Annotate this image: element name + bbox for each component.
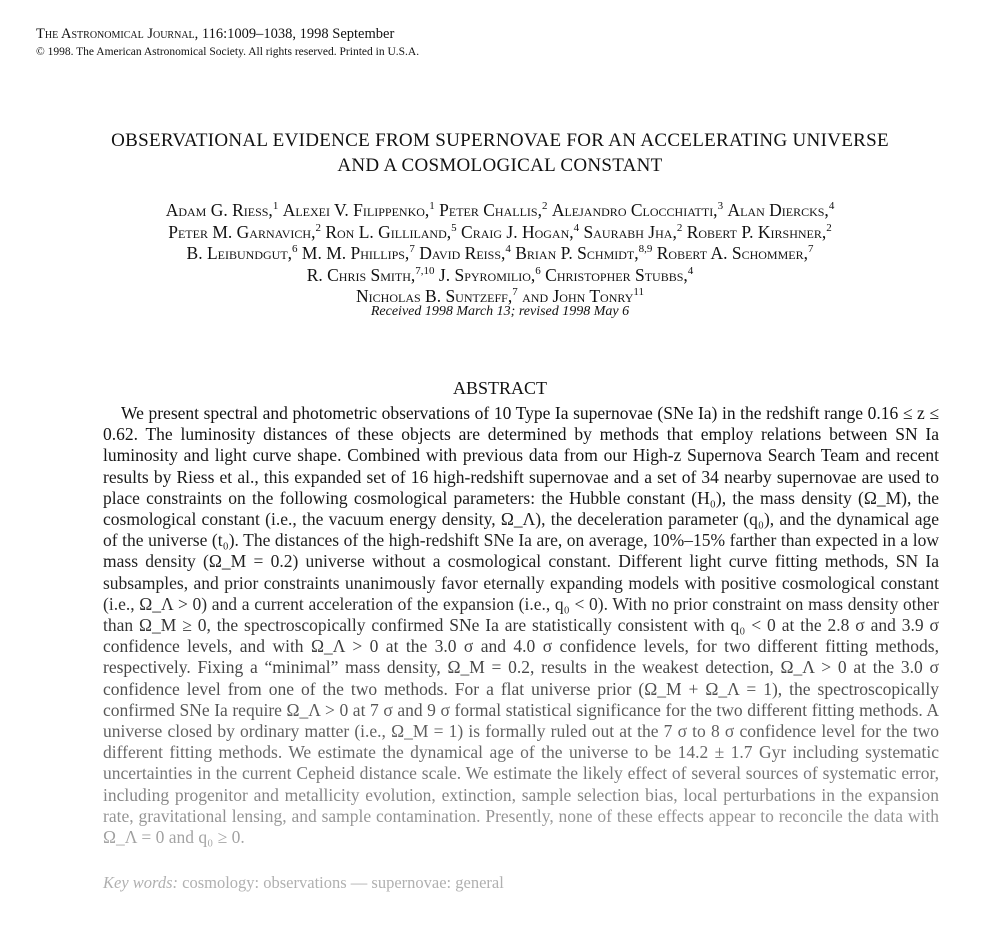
affiliation-mark: 2 bbox=[826, 221, 832, 234]
author-name: John Tonry bbox=[552, 286, 634, 306]
author-name: J. Spyromilio, bbox=[438, 264, 536, 285]
author-name: David Reiss, bbox=[419, 243, 506, 263]
author-name: Alejandro Clocchiatti, bbox=[551, 200, 718, 220]
title-line-1: OBSERVATIONAL EVIDENCE FROM SUPERNOVAE FOR AN ACCELERATING UNIVERSE bbox=[111, 130, 889, 151]
author-line-4 bbox=[60, 265, 940, 287]
affiliation-mark: 6 bbox=[292, 243, 298, 256]
author-name: Nicholas B. Suntzeff, bbox=[356, 286, 513, 306]
author-name: Saurabh Jha, bbox=[583, 221, 677, 242]
author-line-2 bbox=[60, 222, 940, 244]
author-conjunction: and bbox=[522, 286, 549, 306]
author-name: Brian P. Schmidt, bbox=[515, 243, 639, 263]
affiliation-mark: 2 bbox=[541, 200, 548, 213]
affiliation-mark: 3 bbox=[717, 200, 724, 213]
received-dates: Received 1998 March 13; revised 1998 May 6 bbox=[370, 304, 630, 319]
journal-citation bbox=[36, 26, 394, 43]
affiliation-mark: 4 bbox=[573, 221, 580, 234]
author-name: M. M. Phillips, bbox=[301, 243, 410, 263]
author-name: R. Chris Smith, bbox=[306, 264, 416, 285]
affiliation-mark: 5 bbox=[451, 221, 457, 234]
keywords bbox=[103, 873, 504, 893]
keywords-label: Key words: bbox=[103, 873, 179, 892]
author-name: Adam G. Riess, bbox=[165, 200, 273, 220]
author-name: Alan Diercks, bbox=[727, 200, 829, 220]
author-name: Robert A. Schommer, bbox=[656, 243, 808, 263]
author-name: B. Leibundgut, bbox=[186, 243, 293, 263]
keywords-text: cosmology: observations — supernovae: general bbox=[182, 873, 504, 892]
affiliation-mark: 7 bbox=[512, 286, 518, 299]
author-list bbox=[60, 200, 940, 308]
journal-name: The Astronomical Journal, bbox=[36, 26, 199, 42]
affiliation-mark: 7 bbox=[807, 243, 814, 256]
affiliation-mark: 6 bbox=[535, 264, 541, 277]
affiliation-mark: 2 bbox=[676, 221, 683, 234]
affiliation-mark: 11 bbox=[633, 286, 644, 299]
author-name: Christopher Stubbs, bbox=[545, 264, 688, 285]
affiliation-mark: 4 bbox=[687, 264, 694, 277]
paper-title bbox=[60, 128, 940, 178]
journal-volume-pages: 116:1009–1038, 1998 September bbox=[201, 26, 395, 42]
affiliation-mark: 1 bbox=[429, 200, 435, 213]
abstract-body: We present spectral and photometric observations of 10 Type Ia supernovae (SNe Ia) in the redshift range 0.16 ≤ z ≤ 0.62. The luminosity distances of these objects are determined by methods that employ relations between SN Ia luminosity and light curve shape. Combined with previous data from our High-z Supernova Search Team and recent results by Riess et al., this expanded set of 16 high-redshift supernovae and a set of 34 nearby supernovae are used to place constraints on the following cosmological parameters: the Hubble constant (H₀), the mass density (Ω_M), the cosmological constant (i.e., the vacuum energy density, Ω_Λ), the deceleration parameter (q₀), and the dynamical age of the universe (t₀). The distances of the high-redshift SNe Ia are, on average, 10%–15% farther than expected in a low mass density (Ω_M = 0.2) universe without a cosmological constant. Different light curve fitting methods, SN Ia subsamples, and prior constraints unanimously favor eternally expanding models with positive cosmological constant (i.e., Ω_Λ > 0) and a current acceleration of the expansion (i.e., q₀ < 0). With no prior constraint on mass density other than Ω_M ≥ 0, the spectroscopically confirmed SNe Ia are statistically consistent with q₀ < 0 at the 2.8 σ and 3.9 σ confidence levels, and with Ω_Λ > 0 at the 3.0 σ and 4.0 σ confidence levels, for two different fitting methods, respectively. Fixing a “minimal” mass density, Ω_M = 0.2, results in the weakest detection, Ω_Λ > 0 at the 3.0 σ confidence level from one of the two methods. For a flat universe prior (Ω_M + Ω_Λ = 1), the spectroscopically confirmed SNe Ia require Ω_Λ > 0 at 7 σ and 9 σ formal statistical significance for the two different fitting methods. A universe closed by ordinary matter (i.e., Ω_M = 1) is formally ruled out at the 7 σ to 8 σ confidence level for the two different fitting methods. We estimate the dynamical age of the universe to be 14.2 ± 1.7 Gyr including systematic uncertainties in the current Cepheid distance scale. We estimate the likely effect of several sources of systematic error, including progenitor and metallicity evolution, extinction, sample selection bias, local perturbations in the expansion rate, gravitational lensing, and sample contamination. Presently, none of these effects appear to reconcile the data with Ω_Λ = 0 and q₀ ≥ 0. bbox=[103, 403, 939, 848]
author-line-3 bbox=[60, 243, 940, 265]
affiliation-mark: 1 bbox=[272, 200, 279, 213]
affiliation-mark: 7 bbox=[409, 243, 415, 256]
title-line-2: AND A COSMOLOGICAL CONSTANT bbox=[337, 155, 663, 176]
affiliation-mark: 4 bbox=[505, 243, 511, 256]
affiliation-mark: 8,9 bbox=[638, 243, 653, 256]
author-name: Robert P. Kirshner, bbox=[686, 221, 827, 242]
affiliation-mark: 7,10 bbox=[415, 264, 435, 277]
author-line-1 bbox=[60, 200, 940, 222]
abstract-heading: ABSTRACT bbox=[452, 378, 548, 398]
copyright-notice: © 1998. The American Astronomical Society. All rights reserved. Printed in U.S.A. bbox=[36, 46, 420, 58]
author-name: Alexei V. Filippenko, bbox=[282, 200, 430, 220]
affiliation-mark: 4 bbox=[828, 200, 835, 213]
author-name: Peter Challis, bbox=[439, 200, 542, 220]
author-name: Craig J. Hogan, bbox=[461, 221, 574, 242]
author-name: Peter M. Garnavich, bbox=[168, 221, 316, 242]
affiliation-mark: 2 bbox=[315, 221, 321, 234]
author-name: Ron L. Gilliland, bbox=[325, 221, 452, 242]
